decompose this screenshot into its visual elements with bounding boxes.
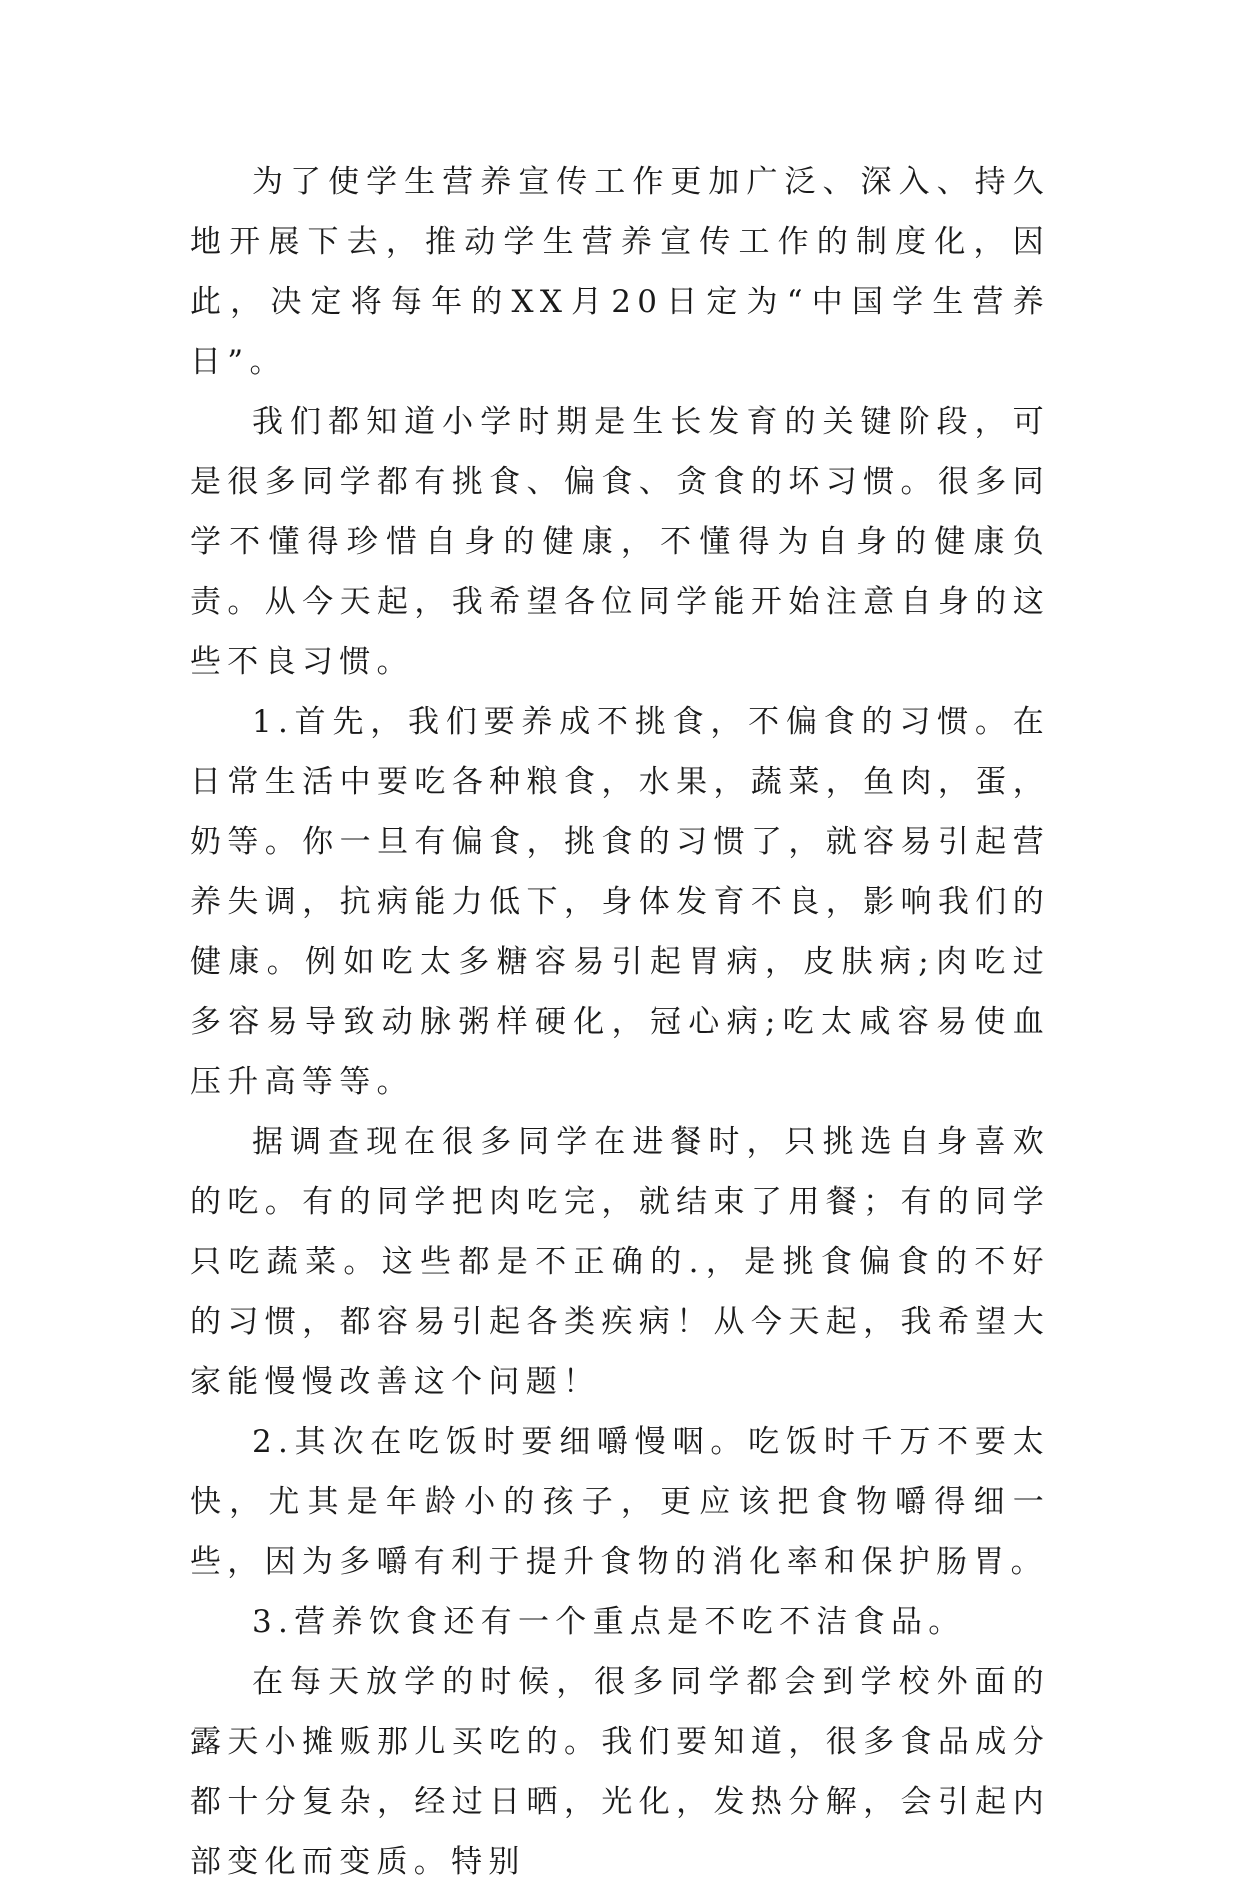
paragraph: 3.营养饮食还有一个重点是不吃不洁食品。 [252, 1604, 966, 1640]
paragraph: 我们都知道小学时期是生长发育的关键阶段，可是很多同学都有挑食、偏食、贪食的坏习惯。很多同学不懂得珍惜自身的健康，不懂得为自身的健康负责。从今天起，我希望各位同学能开始注意自身的这些不良习惯。 [190, 404, 1050, 680]
paragraph: 在每天放学的时候，很多同学都会到学校外面的露天小摊贩那儿买吃的。我们要知道，很多食品成分都十分复杂，经过日晒，光化，发热分解，会引起内部变化而变质。特别 [190, 1664, 1050, 1880]
document-body [190, 152, 1050, 1892]
paragraph: 2.其次在吃饭时要细嚼慢咽。吃饭时千万不要太快，尤其是年龄小的孩子，更应该把食物嚼得细一些，因为多嚼有利于提升食物的消化率和保护肠胃。 [190, 1424, 1050, 1580]
paragraph: 为了使学生营养宣传工作更加广泛、深入、持久地开展下去，推动学生营养宣传工作的制度化，因此，决定将每年的XX月20日定为“中国学生营养日”。 [190, 164, 1050, 380]
paragraph: 据调查现在很多同学在进餐时，只挑选自身喜欢的吃。有的同学把肉吃完，就结束了用餐；有的同学只吃蔬菜。这些都是不正确的.，是挑食偏食的不好的习惯，都容易引起各类疾病！从今天起，我希望大家能慢慢改善这个问题！ [190, 1124, 1050, 1400]
paragraph: 1.首先，我们要养成不挑食，不偏食的习惯。在日常生活中要吃各种粮食，水果，蔬菜，鱼肉，蛋，奶等。你一旦有偏食，挑食的习惯了，就容易引起营养失调，抗病能力低下，身体发育不良，影响我们的健康。例如吃太多糖容易引起胃病，皮肤病;肉吃过多容易导致动脉粥样硬化，冠心病;吃太咸容易使血压升高等等。 [190, 704, 1050, 1100]
